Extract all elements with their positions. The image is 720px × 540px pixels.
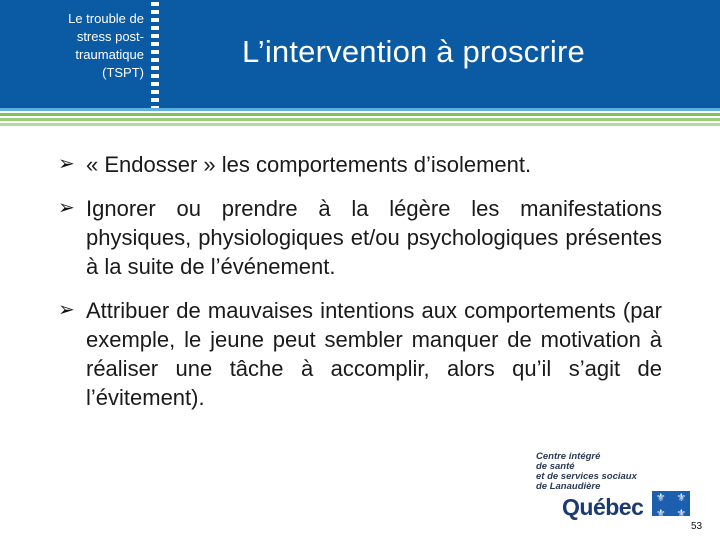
header-bar <box>0 0 720 108</box>
list-item <box>58 150 662 179</box>
bullet-text: Attribuer de mauvaises intentions aux comportements (par exemple, le jeune peut sembler manquer de motivation à réaliser une tâche à accomplir, alors qu’il s’agit de l’évitement). <box>86 298 662 410</box>
logo-wordmark: Québec <box>562 494 644 520</box>
arrowhead-bullet-icon: ➢ <box>58 299 75 321</box>
arrowhead-bullet-icon: ➢ <box>58 153 75 175</box>
dotted-divider <box>151 2 159 108</box>
bullet-text: « Endosser » les comportements d’isolement. <box>86 152 532 177</box>
arrowhead-bullet-icon: ➢ <box>58 197 75 219</box>
header-stripes <box>0 108 720 128</box>
section-title: Le trouble de stress post- traumatique (TSPT) <box>68 11 144 80</box>
logo-organization: Centre intégré de santé et de services sociaux de Lanaudière <box>536 451 637 492</box>
list-item <box>58 194 662 281</box>
slide-title: L’intervention à proscrire <box>242 34 585 69</box>
page-number: 53 <box>691 521 703 532</box>
bullet-text: Ignorer ou prendre à la légère les manifestations physiques, physiologiques et/ou psychologiques présentes à la suite de l’événement. <box>86 196 662 279</box>
fleur-de-lis-flag-icon: ⚜ ⚜ ⚜ ⚜ <box>652 491 690 516</box>
bullet-list <box>58 150 662 427</box>
cisss-logo <box>530 452 690 522</box>
list-item <box>58 296 662 412</box>
